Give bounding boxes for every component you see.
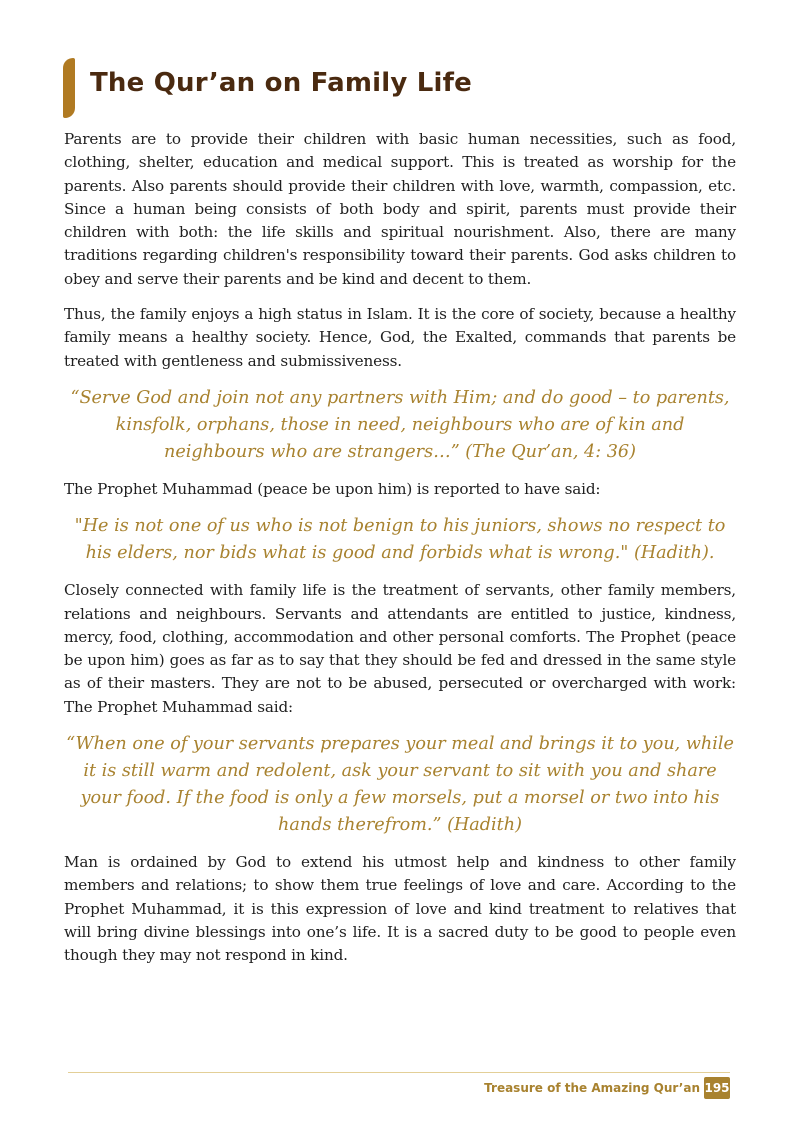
page-number: 195 bbox=[704, 1077, 730, 1099]
page-content bbox=[64, 128, 736, 980]
quote-hadith-juniors: "He is not one of us who is not benign to his juniors, shows no respect to his elders, nor bids what is good and forbids what is wrong." (Hadith). bbox=[74, 516, 726, 564]
paragraph-kindness: Man is ordained by God to extend his utmost help and kindness to other family members and relations; to show them true feelings of love and care. According to the Prophet Muhammad, it is this expression of love and kind treatment to relatives that will bring divine blessings into one’s life. It is a sacred duty to be good to people even though they may not respond in kind. bbox=[64, 853, 736, 965]
paragraph-servants: Closely connected with family life is the treatment of servants, other family members, relations and neighbours. Servants and attendants are entitled to justice, kindness, mercy, food, clothing, accommodation and other personal comforts. The Prophet (peace be upon him) goes as far as to say that they should be fed and dressed in the same style as of their masters. They are not to be abused, persecuted or overcharged with work: The Prophet Muhammad said: bbox=[64, 581, 736, 716]
footer-divider bbox=[68, 1072, 730, 1073]
heading-accent-bar bbox=[63, 58, 75, 118]
footer-book-title: Treasure of the Amazing Qur’an bbox=[484, 1081, 700, 1095]
page-heading: The Qur’an on Family Life bbox=[90, 68, 472, 98]
quote-quran-4-36: “Serve God and join not any partners with Him; and do good – to parents, kinsfolk, orphans, those in need, neighbours who are of kin and neighbours who are strangers…” (The Qur’an, 4: 36) bbox=[70, 387, 730, 462]
quote-hadith-servants: “When one of your servants prepares your meal and brings it to you, while it is still warm and redolent, ask your servant to sit with you and share your food. If the food is only a few morsels, put a morsel or two into his hands therefrom.” (Hadith) bbox=[66, 734, 734, 836]
paragraph-family-status: Thus, the family enjoys a high status in Islam. It is the core of society, because a healthy family means a healthy society. Hence, God, the Exalted, commands that parents be treated with gentleness and submissiveness. bbox=[64, 305, 736, 370]
paragraph-prophet-intro: The Prophet Muhammad (peace be upon him) is reported to have said: bbox=[64, 479, 601, 498]
paragraph-parents-duties: Parents are to provide their children with basic human necessities, such as food, clothing, shelter, education and medical support. This is treated as worship for the parents. Also parents should provide their children with love, warmth, compassion, etc. Since a human being consists of both body and spirit, parents must provide their children with both: the life skills and spiritual nourishment. Also, there are many traditions regarding children's responsibility toward their parents. God asks children to obey and serve their parents and be kind and decent to them. bbox=[64, 130, 736, 288]
